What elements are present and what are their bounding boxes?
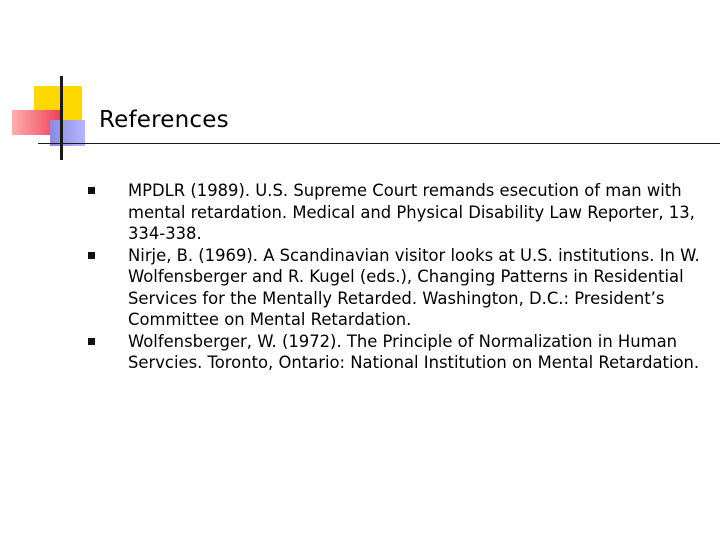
square-bullet-icon xyxy=(88,252,95,259)
title-underline-rule xyxy=(38,143,720,144)
reference-item xyxy=(86,331,706,374)
square-bullet-icon xyxy=(88,187,95,194)
square-bullet-icon xyxy=(88,338,95,345)
reference-text: MPDLR (1989). U.S. Supreme Court remands esecution of man with mental retardation. Medical and Physical Disability Law Reporter, 13, 334-338. xyxy=(128,181,695,243)
vertical-rule xyxy=(60,76,63,160)
title-emblem-decoration xyxy=(0,0,110,170)
slide-title: References xyxy=(99,107,229,133)
reference-item xyxy=(86,245,706,331)
reference-text: Nirje, B. (1969). A Scandinavian visitor looks at U.S. institutions. In W. Wolfensberger and R. Kugel (eds.), Changing Patterns in Residential Services for the Mentally Retarded. Washington, D.C.: President’s Committee on Mental Retardation. xyxy=(128,245,700,329)
reference-item xyxy=(86,180,706,245)
reference-list xyxy=(86,180,706,374)
reference-text: Wolfensberger, W. (1972). The Principle of Normalization in Human Servcies. Toronto, Ontario: National Institution on Mental Retardation. xyxy=(128,331,700,372)
